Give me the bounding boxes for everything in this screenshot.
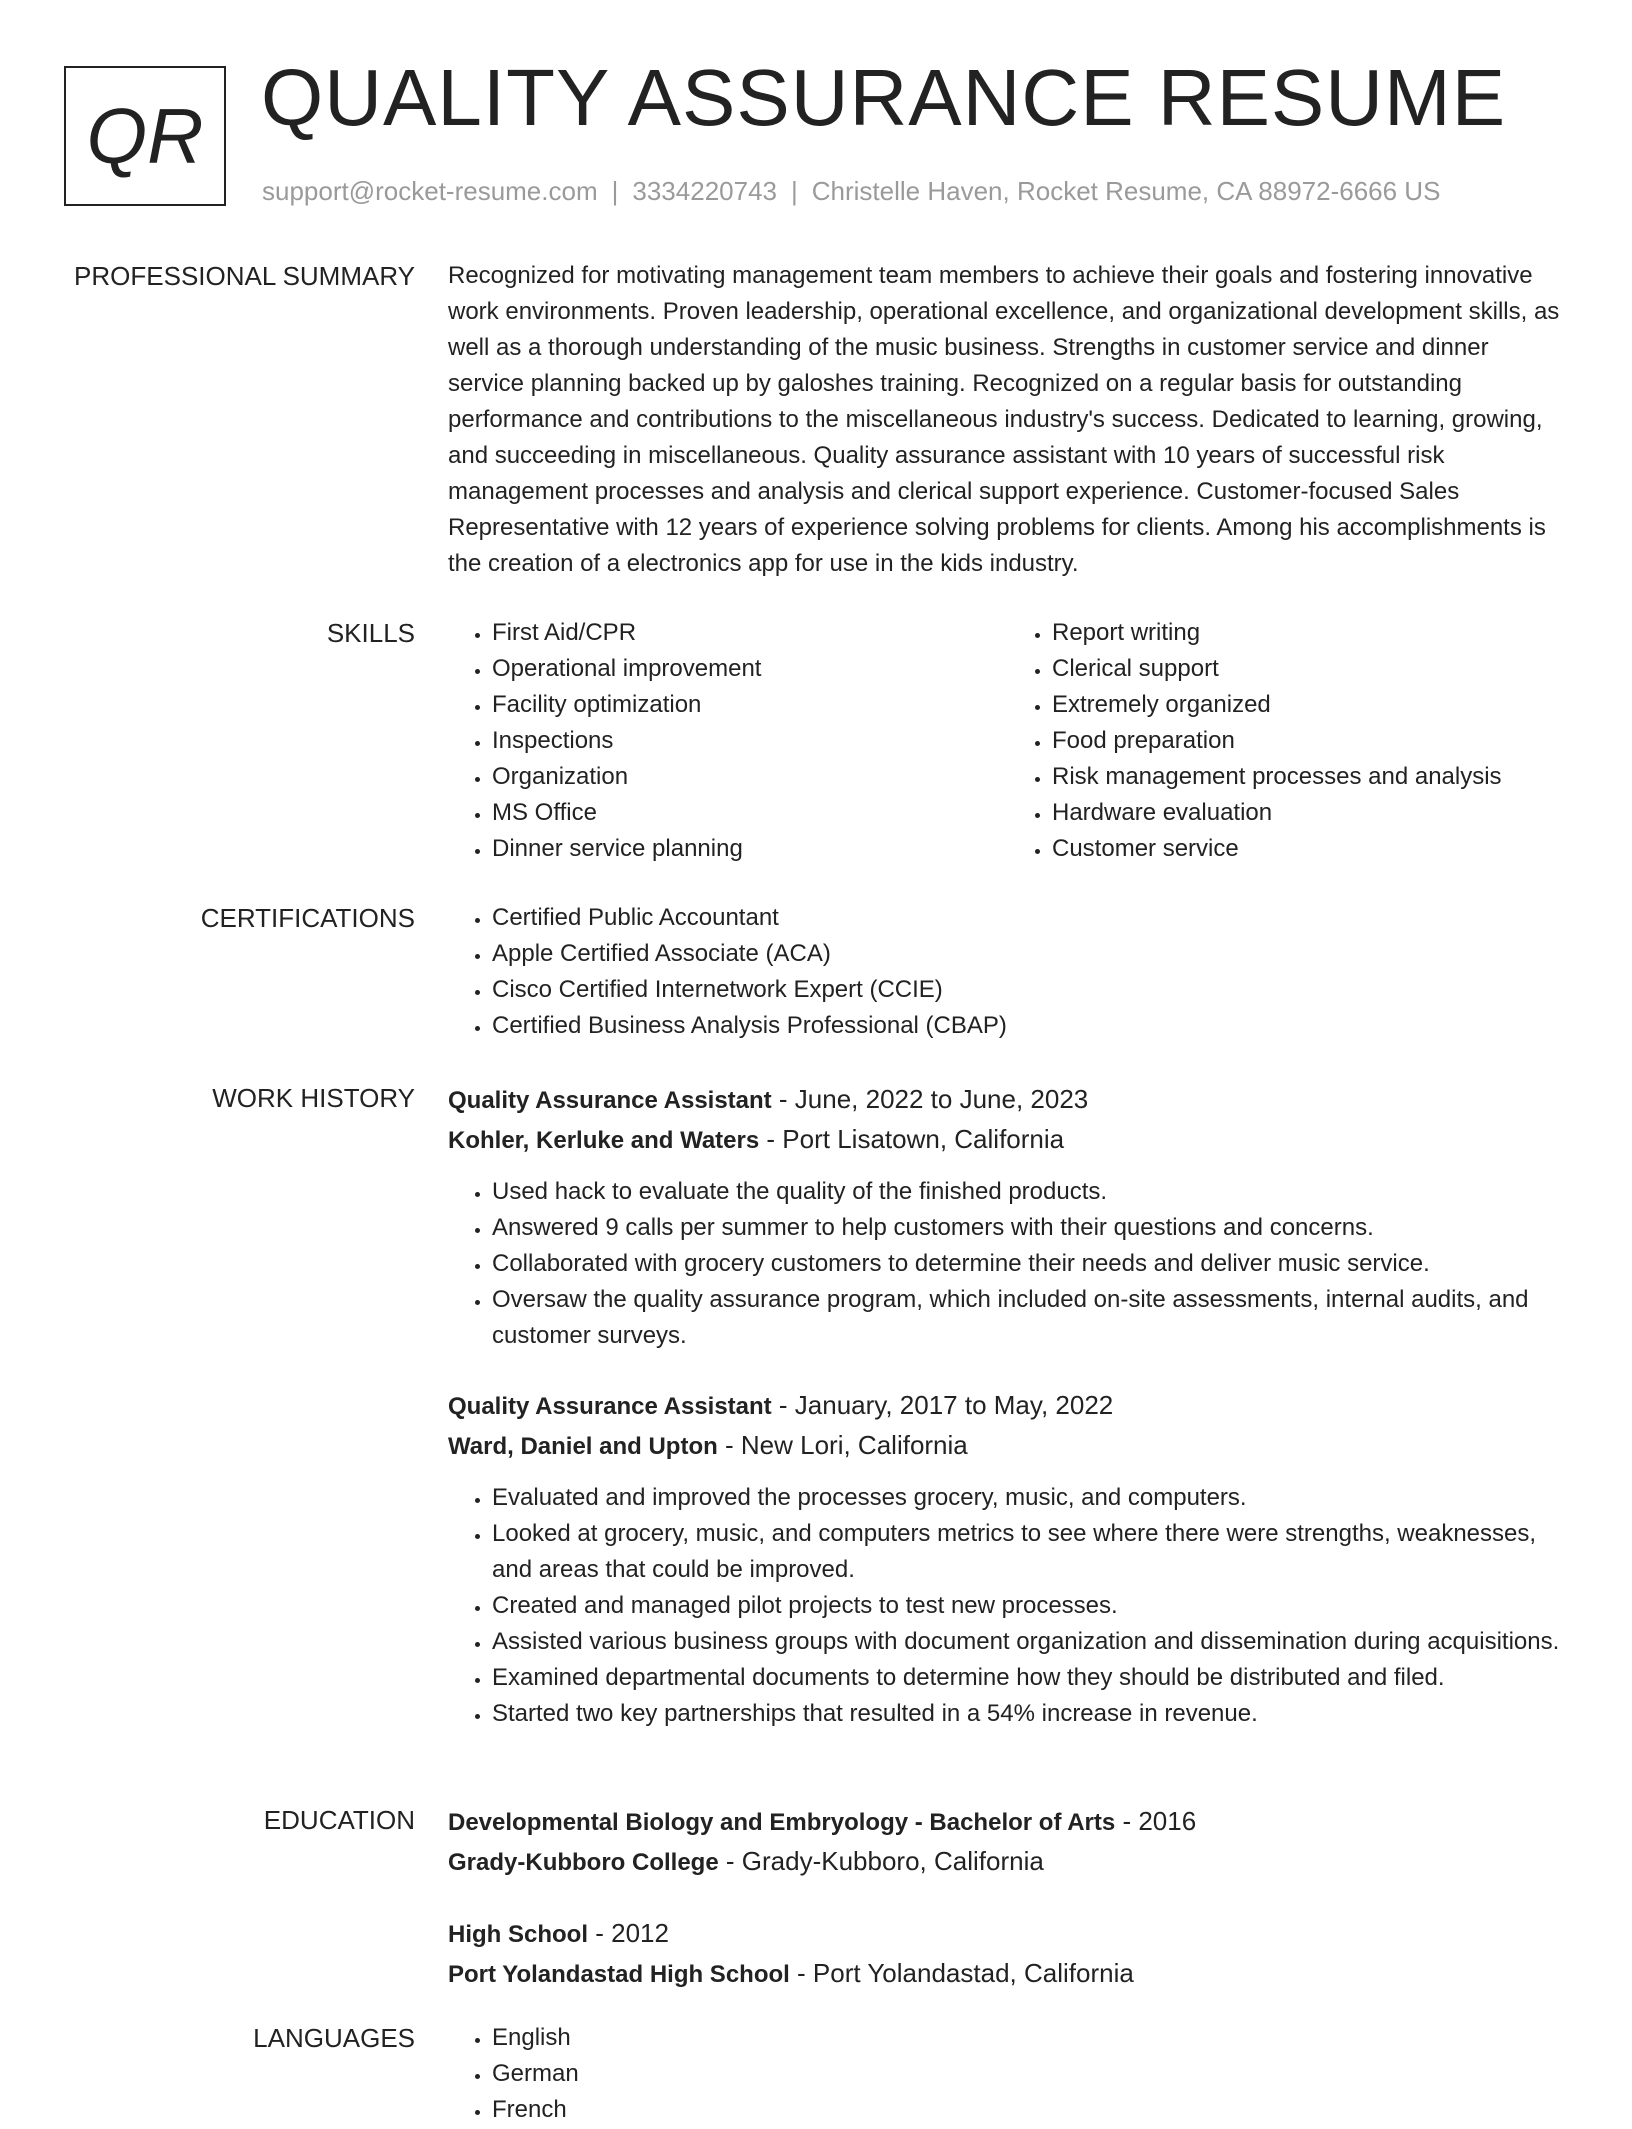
certification-item: • Apple Certified Associate (ACA) (492, 936, 1568, 972)
certifications-list (448, 900, 1568, 1044)
contact-email: support@rocket-resume.com (262, 176, 598, 206)
summary-text: Recognized for motivating management team members to achieve their goals and fostering innovative work environments. Proven leadership, operational excellence, and organizational development skills, as well as a thorough understanding of the music business. Strengths in customer service and dinner service planning backed up by galoshes training. Recognized on a regular basis for outstanding performance and contributions to the miscellaneous industry's success. Dedicated to learning, growing, and succeeding in miscellaneous. Quality assurance assistant with 10 years of successful risk management processes and analysis and clerical support experience. Customer-focused Sales Representative with 12 years of experience solving problems for clients. Among his accomplishments is the creation of a electronics app for use in the kids industry. (448, 262, 1560, 577)
job-company-line (448, 1426, 1568, 1466)
job-entry (448, 1386, 1568, 1732)
skill-item: • Report writing (1052, 615, 1568, 651)
skill-item: • Hardware evaluation (1052, 795, 1568, 831)
skill-item: • Risk management processes and analysis (1052, 759, 1568, 795)
resume-header (64, 53, 1584, 214)
skill-item: • Inspections (492, 723, 1008, 759)
skill-item: • Clerical support (1052, 651, 1568, 687)
section-label: WORK HISTORY (212, 1083, 415, 1113)
skill-item: • Extremely organized (1052, 687, 1568, 723)
school: Grady-Kubboro College (448, 1849, 719, 1876)
skill-item: • Dinner service planning (492, 831, 1008, 867)
contact-address: Christelle Haven, Rocket Resume, CA 88972-6666 US (811, 176, 1441, 206)
school-location: - Port Yolandastad, California (789, 1958, 1134, 1988)
monogram-logo: QR (64, 66, 226, 206)
job-bullets (448, 1480, 1568, 1732)
job-bullet: • Oversaw the quality assurance program, which included on-site assessments, internal audits, and customer surveys. (492, 1282, 1568, 1354)
education-entry (448, 1802, 1568, 1882)
education-entry (448, 1914, 1568, 1994)
job-bullet: • Assisted various business groups with document organization and dissemination during acquisitions. (492, 1624, 1568, 1660)
education-body (448, 1802, 1568, 1994)
job-title-line (448, 1386, 1568, 1426)
skill-item: • Food preparation (1052, 723, 1568, 759)
job-bullet: • Started two key partnerships that resulted in a 54% increase in revenue. (492, 1696, 1568, 1732)
job-title: Quality Assurance Assistant (448, 1393, 772, 1420)
school-line (448, 1954, 1568, 1994)
job-entry (448, 1080, 1568, 1354)
section-label: LANGUAGES (253, 2023, 415, 2053)
school-line (448, 1842, 1568, 1882)
section-label: SKILLS (326, 618, 415, 648)
certification-item: • Certified Business Analysis Professional (CBAP) (492, 1008, 1568, 1044)
section-label: CERTIFICATIONS (200, 903, 415, 933)
job-location: - New Lori, California (717, 1430, 968, 1460)
skills-list (448, 615, 1568, 867)
contact-phone: 3334220743 (632, 176, 777, 206)
job-title: Quality Assurance Assistant (448, 1087, 772, 1114)
resume-title: QUALITY ASSURANCE RESUME (261, 53, 1507, 142)
skill-item: • Customer service (1052, 831, 1568, 867)
work-history-body (448, 1080, 1568, 1732)
degree: Developmental Biology and Embryology - Bachelor of Arts (448, 1809, 1116, 1836)
skills-column-right (1008, 615, 1568, 867)
contact-line (262, 176, 1440, 207)
skill-item: • MS Office (492, 795, 1008, 831)
school: Port Yolandastad High School (448, 1961, 790, 1988)
degree: High School (448, 1921, 588, 1948)
skill-item: • First Aid/CPR (492, 615, 1008, 651)
school-location: - Grady-Kubboro, California (718, 1846, 1044, 1876)
language-item: • English (492, 2020, 1568, 2056)
skill-item: • Organization (492, 759, 1008, 795)
section-label: PROFESSIONAL SUMMARY (74, 261, 415, 291)
certification-item: • Certified Public Accountant (492, 900, 1568, 936)
degree-line (448, 1914, 1568, 1954)
job-bullet: • Created and managed pilot projects to test new processes. (492, 1588, 1568, 1624)
job-bullet: • Answered 9 calls per summer to help customers with their questions and concerns. (492, 1210, 1568, 1246)
job-title-line (448, 1080, 1568, 1120)
skill-item: • Facility optimization (492, 687, 1008, 723)
skills-column-left (448, 615, 1008, 867)
job-bullet: • Used hack to evaluate the quality of the finished products. (492, 1174, 1568, 1210)
job-bullet: • Evaluated and improved the processes grocery, music, and computers. (492, 1480, 1568, 1516)
contact-separator: | (611, 176, 619, 206)
job-company: Kohler, Kerluke and Waters (448, 1127, 760, 1154)
skill-item: • Operational improvement (492, 651, 1008, 687)
certifications-body (448, 900, 1568, 1044)
language-item: • French (492, 2092, 1568, 2128)
job-dates: - June, 2022 to June, 2023 (771, 1084, 1089, 1114)
degree-line (448, 1802, 1568, 1842)
job-bullets (448, 1174, 1568, 1354)
job-dates: - January, 2017 to May, 2022 (771, 1390, 1114, 1420)
job-location: - Port Lisatown, California (759, 1124, 1065, 1154)
section-label: EDUCATION (263, 1805, 415, 1835)
job-company: Ward, Daniel and Upton (448, 1433, 718, 1460)
grad-year: - 2012 (588, 1918, 669, 1948)
grad-year: - 2016 (1115, 1806, 1197, 1836)
job-bullet: • Looked at grocery, music, and computers metrics to see where there were strengths, weaknesses, and areas that could be improved. (492, 1516, 1568, 1588)
certification-item: • Cisco Certified Internetwork Expert (CCIE) (492, 972, 1568, 1008)
job-bullet: • Examined departmental documents to determine how they should be distributed and filed. (492, 1660, 1568, 1696)
job-company-line (448, 1120, 1568, 1160)
job-bullet: • Collaborated with grocery customers to determine their needs and deliver music service. (492, 1246, 1568, 1282)
contact-separator: | (791, 176, 798, 206)
language-item: • German (492, 2056, 1568, 2092)
